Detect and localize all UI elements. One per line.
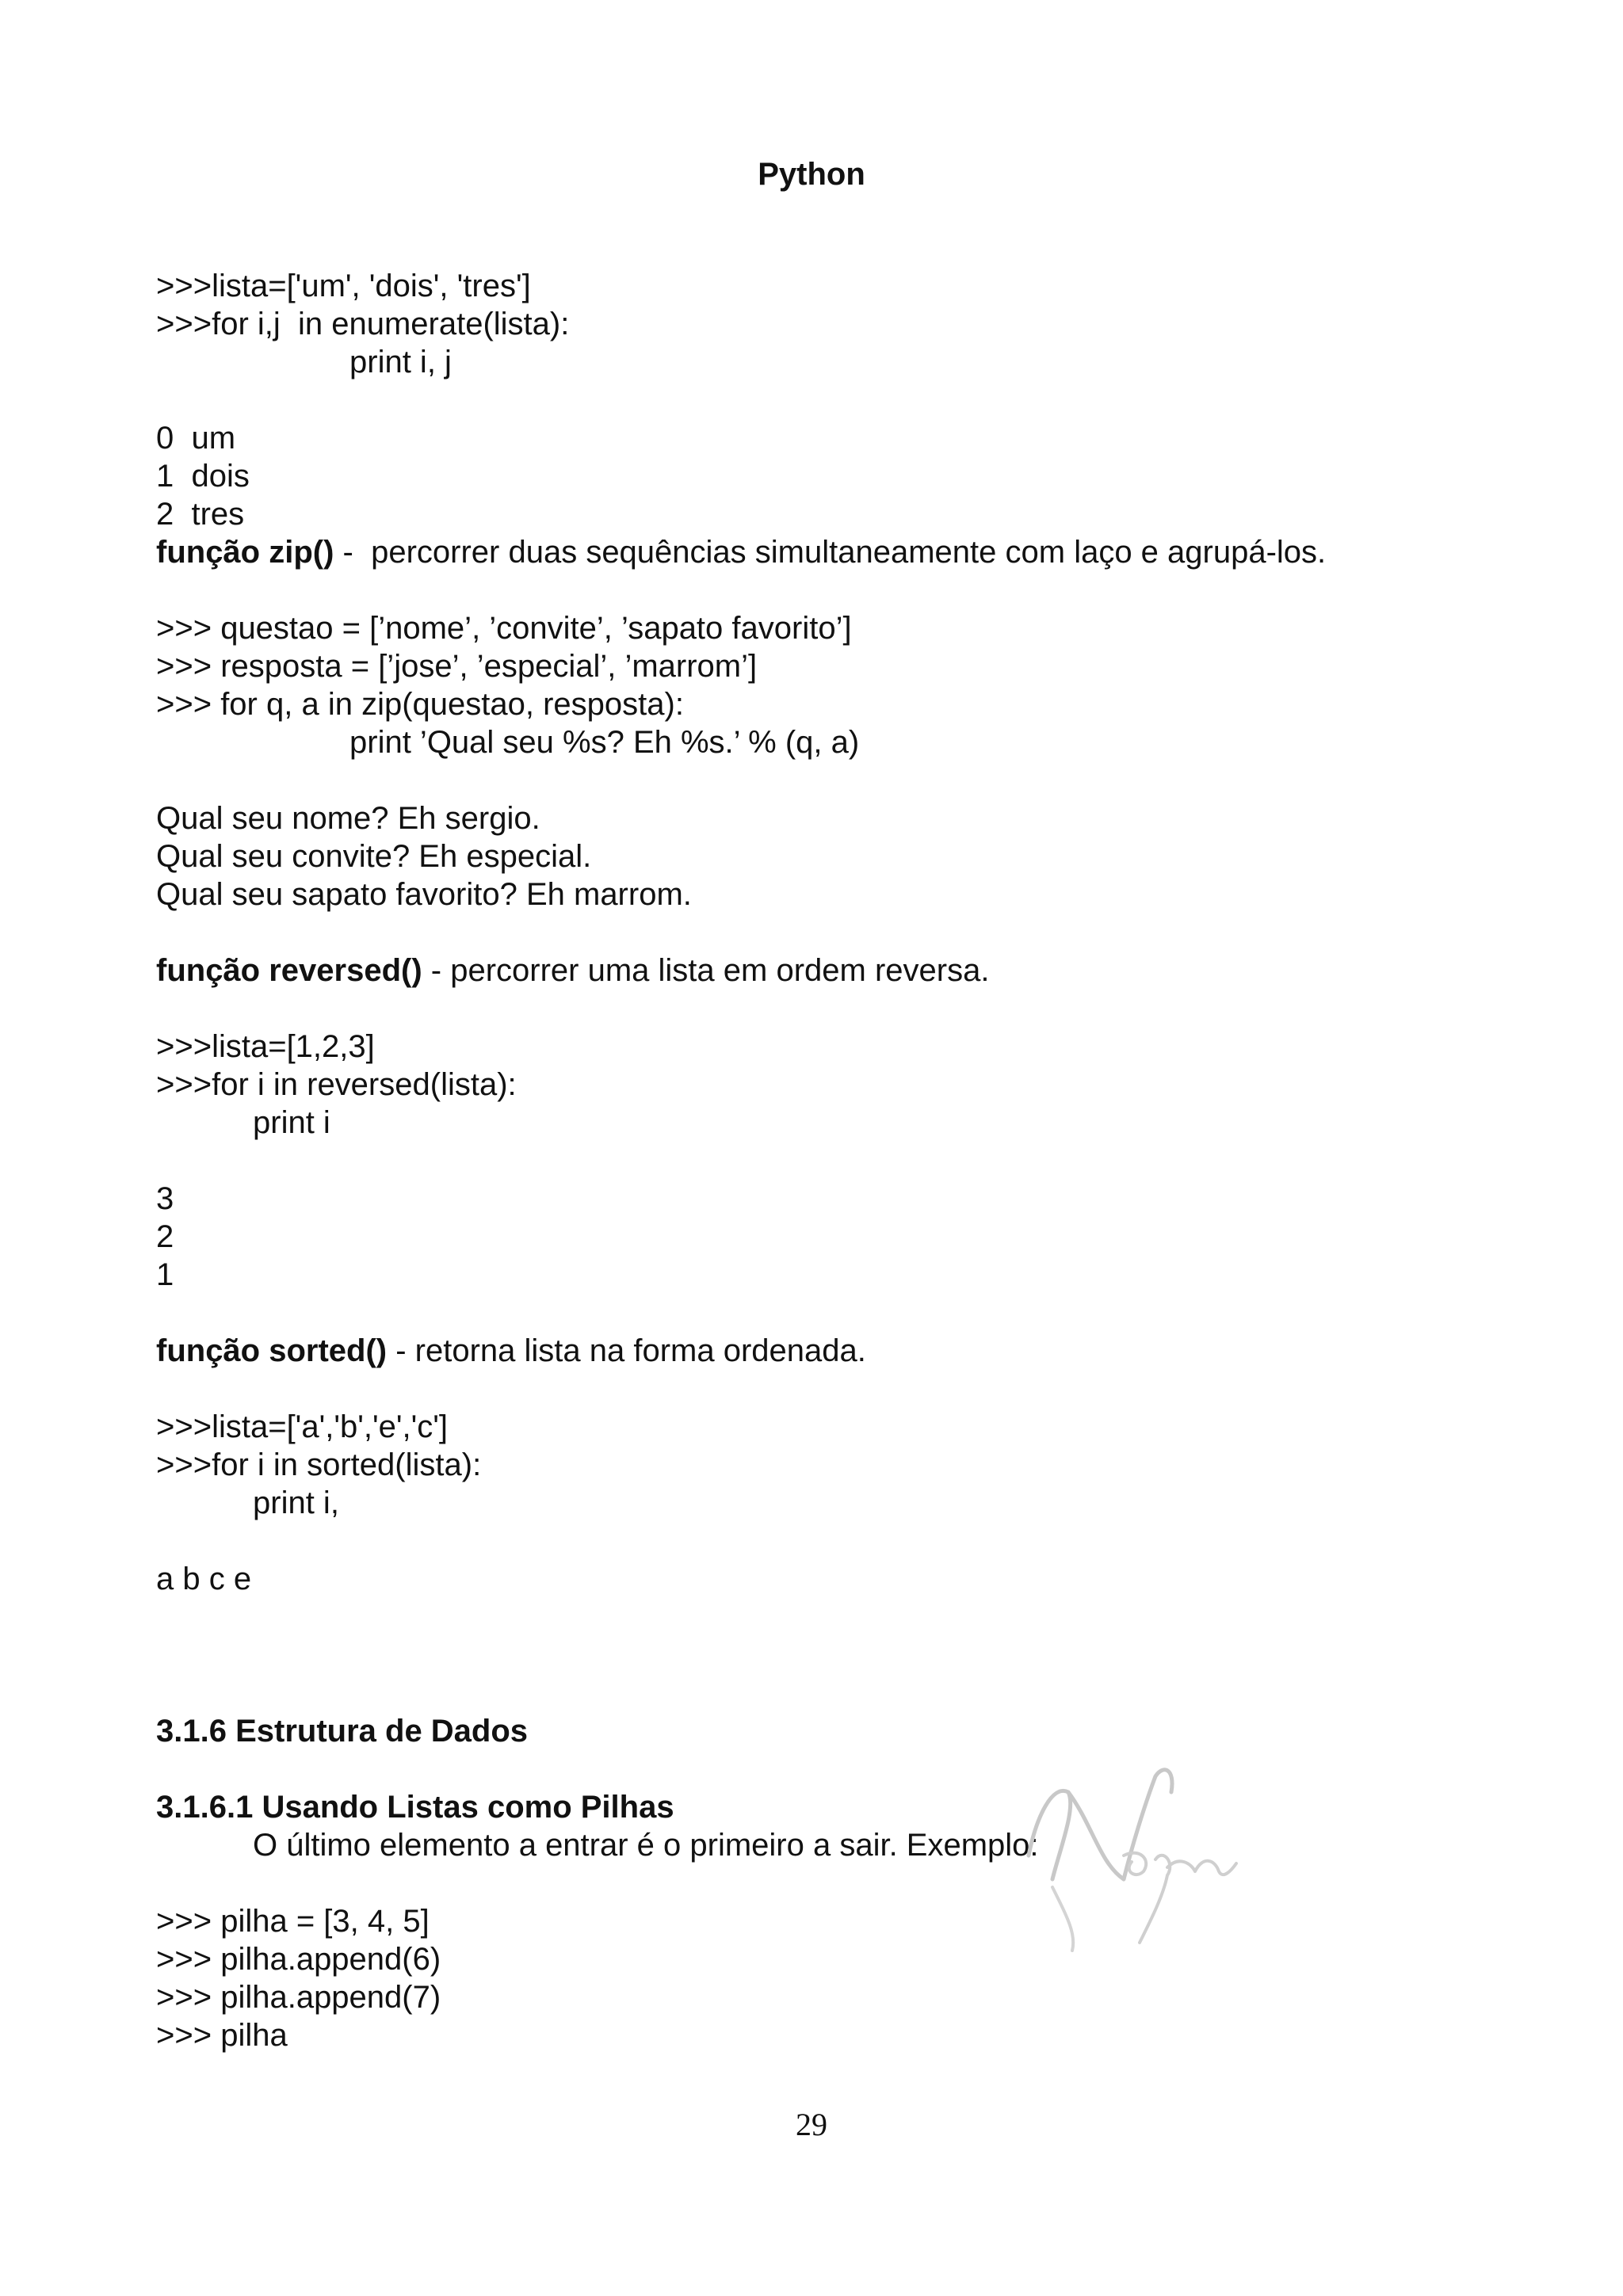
section-heading: função reversed()	[156, 953, 422, 988]
code-line: >>> pilha.append(7)	[156, 1980, 441, 2015]
reversed-heading-line	[156, 952, 1503, 990]
output-line: Qual seu convite? Eh especial.	[156, 839, 592, 874]
output-line: Qual seu nome? Eh sergio.	[156, 801, 540, 836]
code-line: >>>for i,j in enumerate(lista):	[156, 307, 570, 341]
output-line: 0 um	[156, 421, 236, 456]
page-title: Python	[758, 157, 865, 192]
section-description: - retorna lista na forma ordenada.	[387, 1333, 866, 1368]
section-description: - percorrer duas sequências simultaneamente com laço e agrupá-los.	[334, 535, 1327, 570]
page-number: 29	[796, 2107, 827, 2142]
sorted-heading-line	[156, 1332, 1503, 1370]
subsection-heading: 3.1.6.1 Usando Listas como Pilhas	[156, 1790, 674, 1825]
code-line: print ’Qual seu %s? Eh %s.’ % (q, a)	[349, 725, 860, 760]
section-heading: 3.1.6 Estrutura de Dados	[156, 1714, 529, 1749]
signature-watermark	[1005, 1760, 1243, 1958]
code-line: >>>for i in sorted(lista):	[156, 1447, 482, 1482]
output-line: 1	[156, 1257, 174, 1292]
zip-heading-line	[156, 533, 1503, 571]
document-body	[156, 267, 1503, 2054]
code-line: print i,	[253, 1486, 339, 1520]
output-line: 1 dois	[156, 459, 250, 494]
code-line: >>> pilha.append(6)	[156, 1942, 441, 1977]
code-line: >>> pilha	[156, 2018, 288, 2053]
section-heading: função sorted()	[156, 1333, 388, 1368]
code-line: >>>lista=[1,2,3]	[156, 1029, 375, 1064]
output-line: 3	[156, 1181, 174, 1216]
section-description: - percorrer uma lista em ordem reversa.	[422, 953, 990, 988]
output-line: 2 tres	[156, 497, 245, 532]
code-line: print i	[253, 1105, 330, 1140]
code-line: >>>lista=['a','b','e','c']	[156, 1409, 448, 1444]
output-line: a b c e	[156, 1562, 252, 1596]
paragraph: O último elemento a entrar é o primeiro a sair. Exemplo:	[253, 1828, 1039, 1863]
code-line: >>>for i in reversed(lista):	[156, 1067, 517, 1102]
code-line: print i, j	[349, 345, 452, 379]
output-line: Qual seu sapato favorito? Eh marrom.	[156, 877, 692, 912]
section-heading: função zip()	[156, 535, 334, 570]
output-line: 2	[156, 1219, 174, 1254]
code-line: >>> questao = [’nome’, ’convite’, ’sapato favorito’]	[156, 611, 852, 646]
code-line: >>> for q, a in zip(questao, resposta):	[156, 687, 684, 722]
code-line: >>>lista=['um', 'dois', 'tres']	[156, 269, 531, 303]
code-line: >>> pilha = [3, 4, 5]	[156, 1904, 430, 1939]
code-line: >>> resposta = [’jose’, ’especial’, ’marrom’]	[156, 649, 758, 684]
